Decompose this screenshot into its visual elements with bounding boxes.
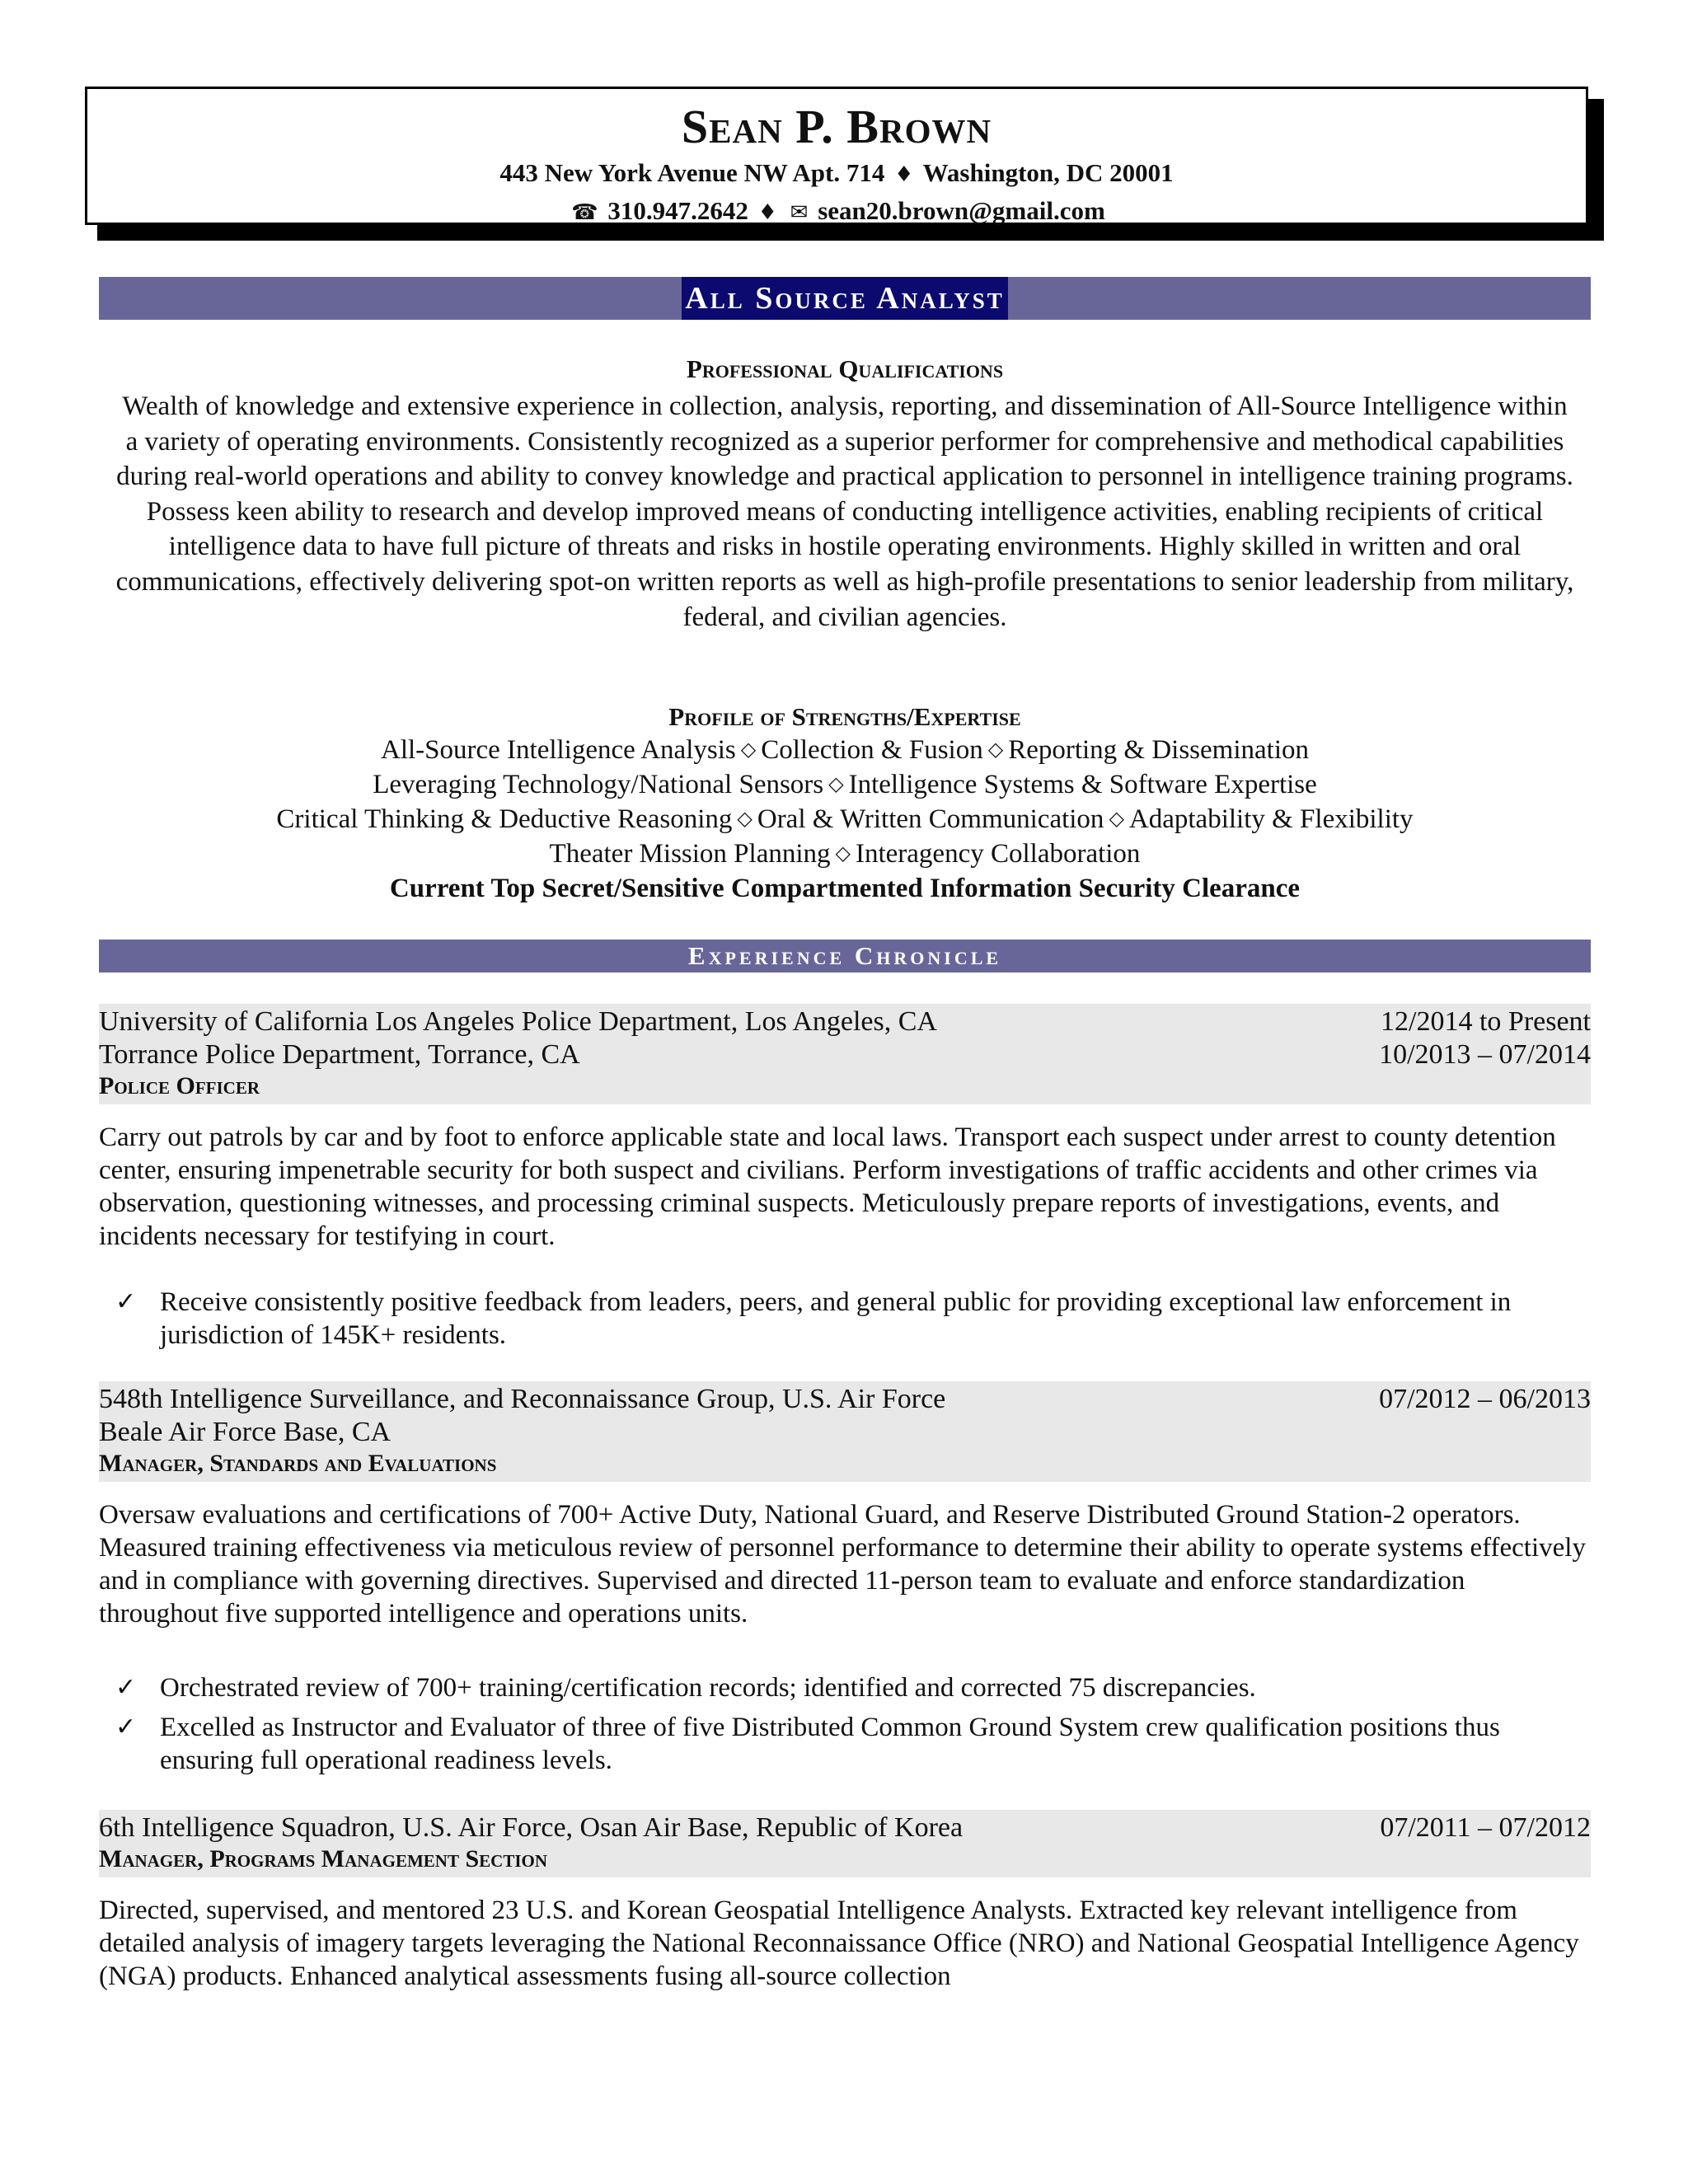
job-description: Directed, supervised, and mentored 23 U.S. and Korean Geospatial Intelligence Analysts. Extracted key relevant intelligence from detailed analysis of imagery targets leveraging the National Reconnaissance Office (NRO) and National Geospatial Intelligence Agency (NGA) products. Enhanced analytical assessments fusing all-source collection xyxy=(99,1896,1579,1991)
employer: 548th Intelligence Surveillance, and Reconnaissance Group, U.S. Air Force xyxy=(99,1384,946,1414)
diamond-icon: ◇ xyxy=(987,738,1004,761)
strengths-line xyxy=(99,803,1591,837)
job-header xyxy=(99,1004,1591,1104)
strengths-line xyxy=(99,837,1591,872)
title-banner xyxy=(99,277,1591,320)
header-box xyxy=(85,87,1588,225)
achievement-bullet xyxy=(115,1286,1517,1352)
job-header xyxy=(99,1381,1591,1482)
diamond-icon: ◇ xyxy=(737,807,753,830)
diamond-icon: ◇ xyxy=(835,841,851,865)
bullet-text: Receive consistently positive feedback from leaders, peers, and general public for providing exceptional law enforcement in jurisdiction of 145K+ residents. xyxy=(160,1287,1512,1350)
employer: Beale Air Force Base, CA xyxy=(99,1417,392,1447)
strengths-heading: Profile of Strengths/Expertise xyxy=(668,702,1021,731)
achievement-bullet xyxy=(115,1671,1517,1704)
qualifications-section xyxy=(99,353,1591,635)
qualifications-text: Wealth of knowledge and extensive experience in collection, analysis, reporting, and dissemination of All-Source Intelligence within a variety of operating environments. Consistently recognized as a superior performer for comprehensive and methodical capabilities during real-world operations and ability to convey knowledge and practical application to personnel in intelligence training programs. Possess keen ability to research and develop improved means of conducting intelligence activities, enabling recipients of critical intelligence data to have full picture of threats and risks in hostile operating environments. Highly skilled in written and oral communications, effectively delivering spot-on written reports as well as high-profile presentations to senior leadership from military, federal, and civilian agencies. xyxy=(115,391,1574,632)
strength-item: Intelligence Systems & Software Expertise xyxy=(848,770,1317,799)
experience-heading: Experience Chronicle xyxy=(687,941,1002,970)
strength-item: Critical Thinking & Deductive Reasoning xyxy=(276,804,733,834)
contact-line xyxy=(87,193,1586,231)
job-header xyxy=(99,1810,1591,1877)
strengths-line xyxy=(99,768,1591,803)
bullet-text: Excelled as Instructor and Evaluator of three of five Distributed Common Ground System crew qualification positions thus ensuring full operational readiness levels. xyxy=(160,1713,1500,1775)
employer: Torrance Police Department, Torrance, CA xyxy=(99,1039,580,1070)
street-address: 443 New York Avenue NW Apt. 714 xyxy=(499,158,885,187)
diamond-icon: ◇ xyxy=(828,772,844,795)
employer: 6th Intelligence Squadron, U.S. Air Force, Osan Air Base, Republic of Korea xyxy=(99,1812,964,1843)
job-description: Oversaw evaluations and certifications of 700+ Active Duty, National Guard, and Reserve Distributed Ground Station-2 operators. Measured training effectiveness via meticulous review of personnel performance to determine their ability to operate systems effectively and in compliance with governing directives. Supervised and directed 11-person team to evaluate and enforce standardization throughout five supported intelligence and operations units. xyxy=(99,1500,1586,1629)
job-title: Manager, Standards and Evaluations xyxy=(99,1450,497,1477)
job-bullets xyxy=(115,1286,1517,1358)
job-dates: 07/2012 – 06/2013 xyxy=(1379,1384,1591,1414)
security-clearance: Current Top Secret/Sensitive Compartmented Information Security Clearance xyxy=(389,874,1301,903)
checkmark-icon: ✓ xyxy=(115,1287,137,1316)
achievement-bullet xyxy=(115,1711,1517,1777)
job-title: Police Officer xyxy=(99,1072,260,1099)
strength-item: Theater Mission Planning xyxy=(549,839,831,869)
strength-item: Adaptability & Flexibility xyxy=(1128,804,1414,834)
email-address[interactable]: sean20.brown@gmail.com xyxy=(818,196,1105,225)
strength-item: Leveraging Technology/National Sensors xyxy=(373,770,824,799)
qualifications-heading: Professional Qualifications xyxy=(686,354,1004,383)
job-target-title: All Source Analyst xyxy=(682,277,1008,320)
job-dates: 12/2014 to Present xyxy=(1381,1006,1591,1037)
employer: University of California Los Angeles Police Department, Los Angeles, CA xyxy=(99,1006,937,1037)
envelope-icon: ✉ xyxy=(790,200,809,225)
job-title: Manager, Programs Management Section xyxy=(99,1845,547,1872)
checkmark-icon: ✓ xyxy=(115,1713,137,1741)
strength-item: Interagency Collaboration xyxy=(855,839,1141,869)
strength-item: All-Source Intelligence Analysis xyxy=(381,735,736,765)
diamond-icon: ◇ xyxy=(1109,807,1124,830)
job-bullets xyxy=(115,1671,1517,1783)
separator-icon: ♦ xyxy=(757,200,777,225)
strength-item: Reporting & Dissemination xyxy=(1008,735,1309,765)
strengths-line xyxy=(99,733,1591,768)
phone-number: 310.947.2642 xyxy=(607,196,748,225)
checkmark-icon: ✓ xyxy=(115,1673,137,1702)
experience-banner xyxy=(99,940,1591,972)
telephone-icon: ☎ xyxy=(571,200,598,225)
job-description: Carry out patrols by car and by foot to enforce applicable state and local laws. Transport each suspect under arrest to county detention center, ensuring impenetrable security for both suspect and civilians. Perform investigations of traffic accidents and other crimes via observation, questioning witnesses, and processing criminal suspects. Meticulously prepare reports of investigations, events, and incidents necessary for testifying in court. xyxy=(99,1122,1556,1251)
diamond-icon: ◇ xyxy=(740,738,757,761)
strength-item: Oral & Written Communication xyxy=(757,804,1104,834)
address-line xyxy=(87,155,1586,193)
bullet-text: Orchestrated review of 700+ training/certification records; identified and corrected 75 discrepancies. xyxy=(160,1673,1256,1703)
strength-item: Collection & Fusion xyxy=(761,735,983,765)
city-state: Washington, DC 20001 xyxy=(922,158,1174,187)
separator-icon: ♦ xyxy=(894,162,914,187)
job-dates: 07/2011 – 07/2012 xyxy=(1380,1812,1591,1843)
strengths-section xyxy=(99,701,1591,905)
candidate-name: Sean P. Brown xyxy=(681,100,992,153)
job-dates: 10/2013 – 07/2014 xyxy=(1379,1039,1591,1070)
